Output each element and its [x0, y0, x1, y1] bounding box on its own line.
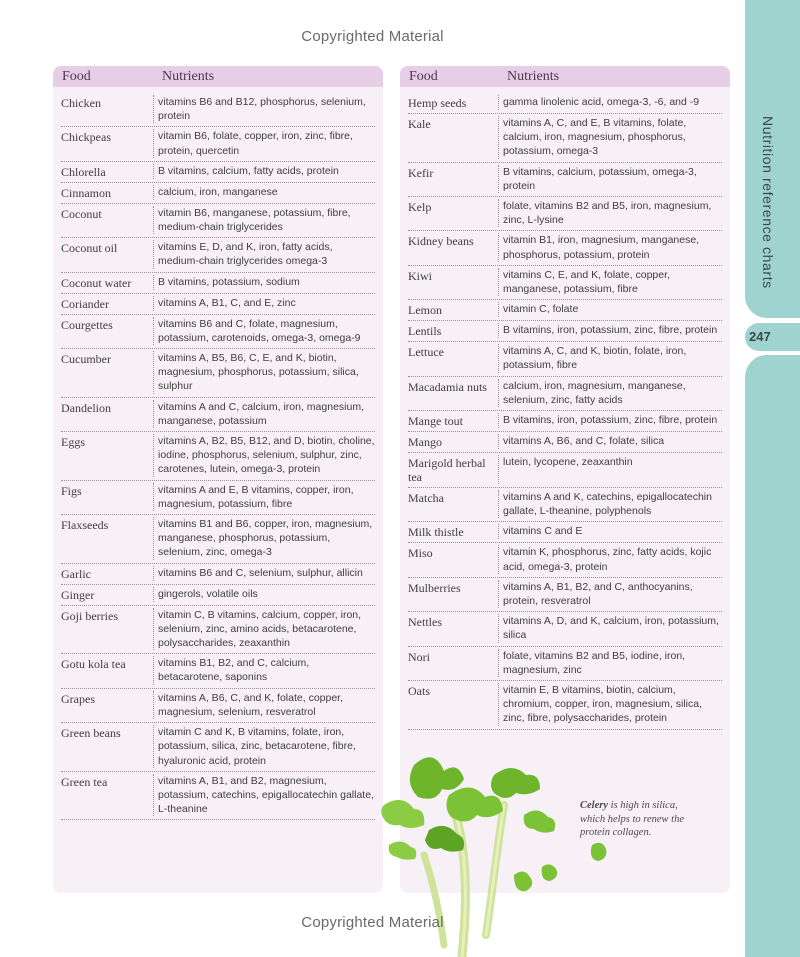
food-name: Matcha [408, 491, 444, 506]
table-row [61, 564, 375, 585]
table-row [61, 183, 375, 204]
nutrients-column-header: Nutrients [507, 68, 560, 84]
side-tab-bottom [745, 355, 800, 957]
food-name: Hemp seeds [408, 96, 467, 110]
food-name: Kiwi [408, 268, 432, 283]
nutrients-list: vitamins A, B1, B2, and C, anthocyanins, protein, resveratrol [498, 580, 722, 608]
table-row [408, 578, 722, 612]
nutrients-list: vitamins A, B5, B6, C, E, and K, biotin, magnesium, phosphorus, potassium, silica, sulphur [153, 351, 375, 394]
nutrients-list: vitamins B1, B2, and C, calcium, betacarotene, saponins [153, 656, 375, 684]
nutrients-list: vitamin E, B vitamins, biotin, calcium, chromium, copper, iron, magnesium, silica, zinc, fibre, polysaccharides, protein [498, 683, 722, 726]
nutrients-list: vitamins A and K, catechins, epigallocatechin gallate, L-theanine, polyphenols [498, 490, 722, 518]
food-name: Lettuce [408, 345, 444, 360]
table-row [61, 432, 375, 481]
food-name: Ginger [61, 587, 95, 602]
nutrients-list: B vitamins, iron, potassium, zinc, fibre, protein [498, 413, 722, 428]
table-row [408, 681, 722, 730]
left-nutrition-table [53, 66, 383, 893]
table-row [408, 93, 722, 114]
table-row [408, 114, 722, 163]
food-name: Grapes [61, 691, 95, 706]
food-name: Goji berries [61, 608, 118, 623]
nutrients-list: B vitamins, iron, potassium, zinc, fibre, protein [498, 323, 722, 338]
table-row [408, 488, 722, 522]
table-row [408, 300, 722, 321]
food-name: Kidney beans [408, 234, 474, 249]
food-name: Chlorella [61, 164, 106, 179]
table-row [61, 238, 375, 272]
nutrients-list: lutein, lycopene, zeaxanthin [498, 455, 722, 484]
table-row [61, 162, 375, 183]
food-name: Garlic [61, 566, 91, 581]
table-row [61, 349, 375, 398]
table-row [408, 342, 722, 376]
celery-caption [580, 799, 700, 840]
table-row [61, 654, 375, 688]
table-row [61, 127, 375, 161]
nutrients-list: vitamin C, B vitamins, calcium, copper, iron, selenium, zinc, amino acids, betacarotene, polysaccharides, zeaxanthin [153, 608, 375, 651]
page-number: 247 [745, 323, 800, 351]
table-row [61, 689, 375, 723]
food-name: Gotu kola tea [61, 657, 126, 672]
table-row [408, 647, 722, 681]
nutrients-list: vitamins A, B2, B5, B12, and D, biotin, choline, iodine, phosphorus, selenium, sulphur, zinc, carotenes, lutein, omega-3, protein [153, 434, 375, 477]
food-name: Oats [408, 684, 430, 699]
food-name: Cinnamon [61, 185, 111, 200]
food-name: Miso [408, 546, 433, 561]
caption-bold: Celery [580, 800, 608, 811]
food-name: Nori [408, 649, 430, 664]
celery-leaves [381, 757, 555, 859]
table-row [408, 266, 722, 300]
table-row [61, 93, 375, 127]
table-row [408, 321, 722, 342]
food-name: Kefir [408, 165, 434, 180]
table-row [408, 612, 722, 646]
nutrients-list: B vitamins, potassium, sodium [153, 275, 375, 290]
nutrients-list: vitamins A and C, calcium, iron, magnesium, manganese, potassium [153, 400, 375, 428]
nutrients-list: vitamin B6, folate, copper, iron, zinc, fibre, protein, quercetin [153, 129, 375, 157]
food-name: Green tea [61, 774, 108, 789]
nutrients-list: vitamins A, B6, and C, folate, silica [498, 434, 722, 449]
food-name: Eggs [61, 435, 85, 450]
food-column-header: Food [409, 68, 438, 84]
nutrients-column-header: Nutrients [162, 68, 215, 84]
nutrients-list: vitamins A, C, and K, biotin, folate, iron, potassium, fibre [498, 344, 722, 372]
nutrients-list: vitamins A, B6, C, and K, folate, copper, magnesium, selenium, resveratrol [153, 691, 375, 719]
table-row [61, 772, 375, 821]
nutrients-list: vitamin B6, manganese, potassium, fibre, medium-chain triglycerides [153, 206, 375, 234]
nutrients-list: vitamins A and E, B vitamins, copper, iron, magnesium, potassium, fibre [153, 483, 375, 511]
food-name: Dandelion [61, 400, 111, 415]
food-name: Mulberries [408, 580, 461, 595]
nutrients-list: vitamins B1 and B6, copper, iron, magnesium, manganese, phosphorus, potassium, selenium, zinc, omega-3 [153, 517, 375, 560]
food-name: Figs [61, 483, 82, 498]
nutrients-list: B vitamins, calcium, potassium, omega-3, protein [498, 165, 722, 193]
food-name: Coriander [61, 296, 109, 311]
table-row [61, 585, 375, 606]
food-name: Marigold herbal tea [408, 456, 486, 485]
celery-loose-leaves [514, 843, 606, 891]
food-name: Green beans [61, 726, 121, 741]
food-name: Courgettes [61, 317, 113, 332]
food-name: Mange tout [408, 414, 463, 429]
nutrients-list: vitamin K, phosphorus, zinc, fatty acids, kojic acid, omega-3, protein [498, 545, 722, 573]
nutrients-list: vitamins A, C, and E, B vitamins, folate, calcium, iron, magnesium, phosphorus, potassium, omega-3 [498, 116, 722, 159]
table-row [61, 606, 375, 655]
food-name: Mango [408, 435, 442, 450]
table-row [408, 163, 722, 197]
table-row [408, 411, 722, 432]
table-row [61, 294, 375, 315]
nutrients-list: vitamins A, B1, C, and E, zinc [153, 296, 375, 311]
table-row [61, 315, 375, 349]
table-header [400, 66, 730, 87]
table-row [61, 204, 375, 238]
food-name: Nettles [408, 615, 442, 630]
nutrients-list: vitamins B6 and C, folate, magnesium, potassium, carotenoids, omega-3, omega-9 [153, 317, 375, 345]
nutrients-list: vitamins A, D, and K, calcium, iron, potassium, silica [498, 614, 722, 642]
nutrients-list: vitamin B1, iron, magnesium, manganese, phosphorus, potassium, protein [498, 233, 722, 261]
table-row [61, 515, 375, 564]
food-name: Flaxseeds [61, 518, 109, 533]
nutrients-list: calcium, iron, manganese [153, 185, 375, 200]
table-body [400, 87, 730, 730]
food-name: Kale [408, 117, 431, 131]
nutrients-list: vitamins B6 and B12, phosphorus, selenium, protein [153, 95, 375, 123]
table-row [408, 543, 722, 577]
table-row [408, 197, 722, 231]
food-name: Chickpeas [61, 130, 111, 145]
food-column-header: Food [62, 68, 91, 84]
nutrients-list: vitamins A, B1, and B2, magnesium, potassium, catechins, epigallocatechin gallate, L-theanine [153, 774, 375, 817]
food-name: Coconut oil [61, 241, 118, 256]
table-row [408, 453, 722, 488]
table-row [61, 481, 375, 515]
table-row [408, 522, 722, 543]
nutrients-list: B vitamins, calcium, fatty acids, protein [153, 164, 375, 179]
nutrients-list: vitamins C, E, and K, folate, copper, manganese, potassium, fibre [498, 268, 722, 296]
copyright-top: Copyrighted Material [301, 28, 444, 45]
nutrients-list: gamma linolenic acid, omega-3, -6, and -9 [498, 95, 722, 110]
table-row [61, 723, 375, 772]
nutrients-list: vitamin C, folate [498, 302, 722, 317]
food-name: Cucumber [61, 352, 111, 367]
food-name: Coconut water [61, 275, 132, 290]
nutrients-list: calcium, iron, magnesium, manganese, selenium, zinc, fatty acids [498, 379, 722, 407]
food-name: Kelp [408, 200, 432, 215]
food-name: Lentils [408, 324, 442, 339]
table-row [408, 231, 722, 265]
nutrients-list: vitamins E, D, and K, iron, fatty acids, medium-chain triglycerides omega-3 [153, 240, 375, 268]
table-row [61, 273, 375, 294]
nutrients-list: vitamin C and K, B vitamins, folate, iron, potassium, silica, zinc, betacarotene, fibre, hyaluronic acid, protein [153, 725, 375, 768]
table-row [408, 432, 722, 453]
nutrients-list: folate, vitamins B2 and B5, iodine, iron, magnesium, zinc [498, 649, 722, 677]
table-row [61, 398, 375, 432]
food-name: Milk thistle [408, 525, 464, 540]
food-name: Chicken [61, 96, 101, 110]
table-body [53, 87, 383, 820]
food-name: Coconut [61, 206, 102, 221]
nutrients-list: vitamins B6 and C, selenium, sulphur, allicin [153, 566, 375, 581]
food-name: Lemon [408, 303, 442, 318]
section-title: Nutrition reference charts [760, 116, 776, 289]
nutrients-list: folate, vitamins B2 and B5, iron, magnesium, zinc, L-lysine [498, 199, 722, 227]
nutrients-list: gingerols, volatile oils [153, 587, 375, 602]
copyright-bottom: Copyrighted Material [301, 914, 444, 931]
table-header [53, 66, 383, 87]
nutrients-list: vitamins C and E [498, 524, 722, 539]
caption-text: is high in silica, which helps to renew the protein collagen. [580, 800, 685, 838]
table-row [408, 377, 722, 411]
food-name: Macadamia nuts [408, 379, 487, 394]
